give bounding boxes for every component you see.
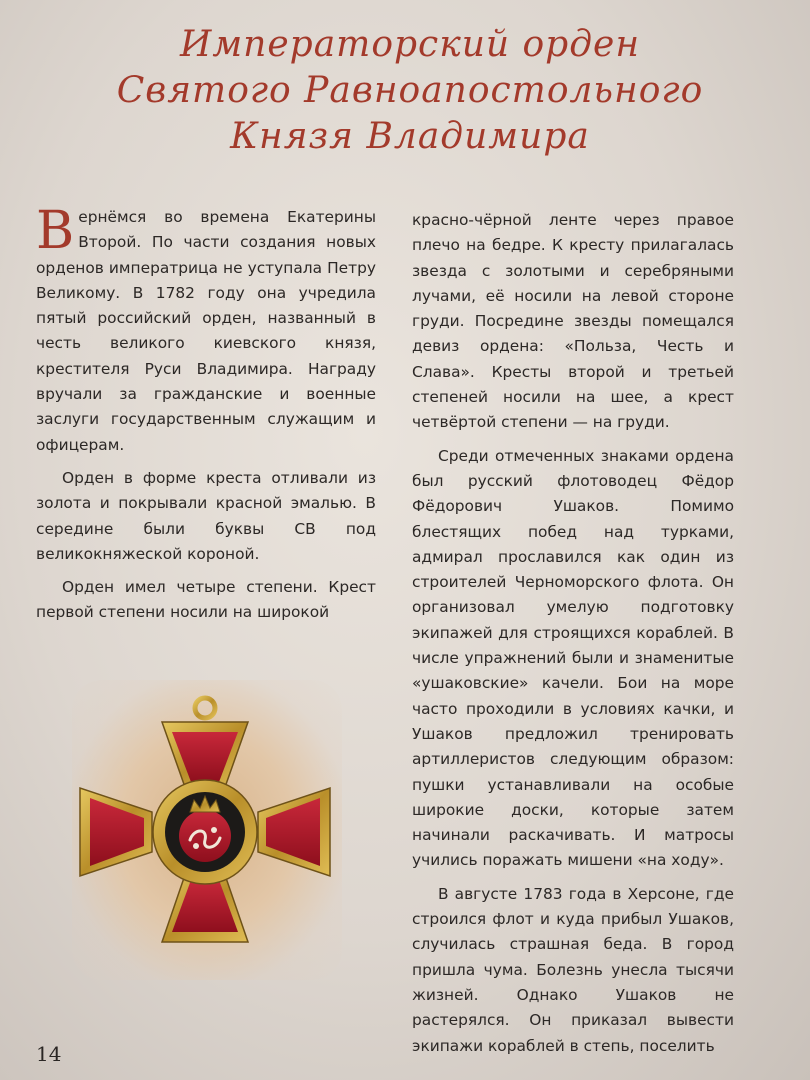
title-line-3: Князя Владимира	[230, 116, 590, 157]
paragraph-4: красно-чёрной ленте через правое плечо на бедре. К кресту прилагалась звезда с золотыми и серебряными лучами, её носили на левой стороне груди. Посредине звезды помещался девиз ордена: «Польза, Честь и Слава». Кресты второй и третьей степеней носили на шее, а крест четвёртой степени — на груди.	[412, 211, 734, 432]
order-cross-illustration	[72, 680, 342, 980]
title-line-1: Императорский орден	[179, 24, 641, 65]
left-column	[36, 201, 376, 634]
right-column	[412, 208, 734, 1067]
paragraph-3: Орден имел четыре степени. Крест первой степени носили на широкой	[36, 578, 376, 622]
paragraph-6: В августе 1783 года в Херсоне, где строился флот и куда прибыл Ушаков, случилась страшная беда. В город пришла чума. Болезнь унесла тысячи жизней. Однако Ушаков не растерялся. Он приказал вывести экипажи кораблей в степь, поселить	[412, 884, 734, 1055]
drop-cap: В	[36, 201, 75, 261]
paragraph-2: Орден в форме креста отливали из золота и покрывали красной эмалью. В середине были буквы СВ под великокняжеской короной.	[36, 468, 376, 563]
paragraph-1	[36, 201, 376, 458]
paragraph-5: Среди отмеченных знаками ордена был русский флотоводец Фёдор Фёдорович Ушаков. Помимо блестящих побед над турками, адмирал прославился как один из строителей Черноморского флота. Он организовал умелую подготовку экипажей для строящихся кораблей. В числе упражнений были и знаменитые «ушаковские» качели. Бои на море часто проходили в условиях качки, и Ушаков предложил тренировать артиллеристов следующим образом: пушки устанавливали на особые широкие доски, которые затем начинали раскачивать. И матросы учились поражать мишени «на ходу».	[412, 446, 734, 870]
title-line-2: Святого Равноапостольного	[116, 70, 704, 111]
page-title	[60, 22, 760, 160]
paragraph-1-text: ернёмся во времена Екатерины Второй. По части создания новых орденов императрица не уступала Петру Великому. В 1782 году она учредила пятый российский орден, названный в честь великого киевского князя, крестителя Руси Владимира. Награду вручали за гражданские и военные заслуги государственным служащим и офицерам.	[36, 208, 376, 454]
page-number: 14	[36, 1042, 62, 1066]
order-cross-icon	[72, 680, 342, 980]
